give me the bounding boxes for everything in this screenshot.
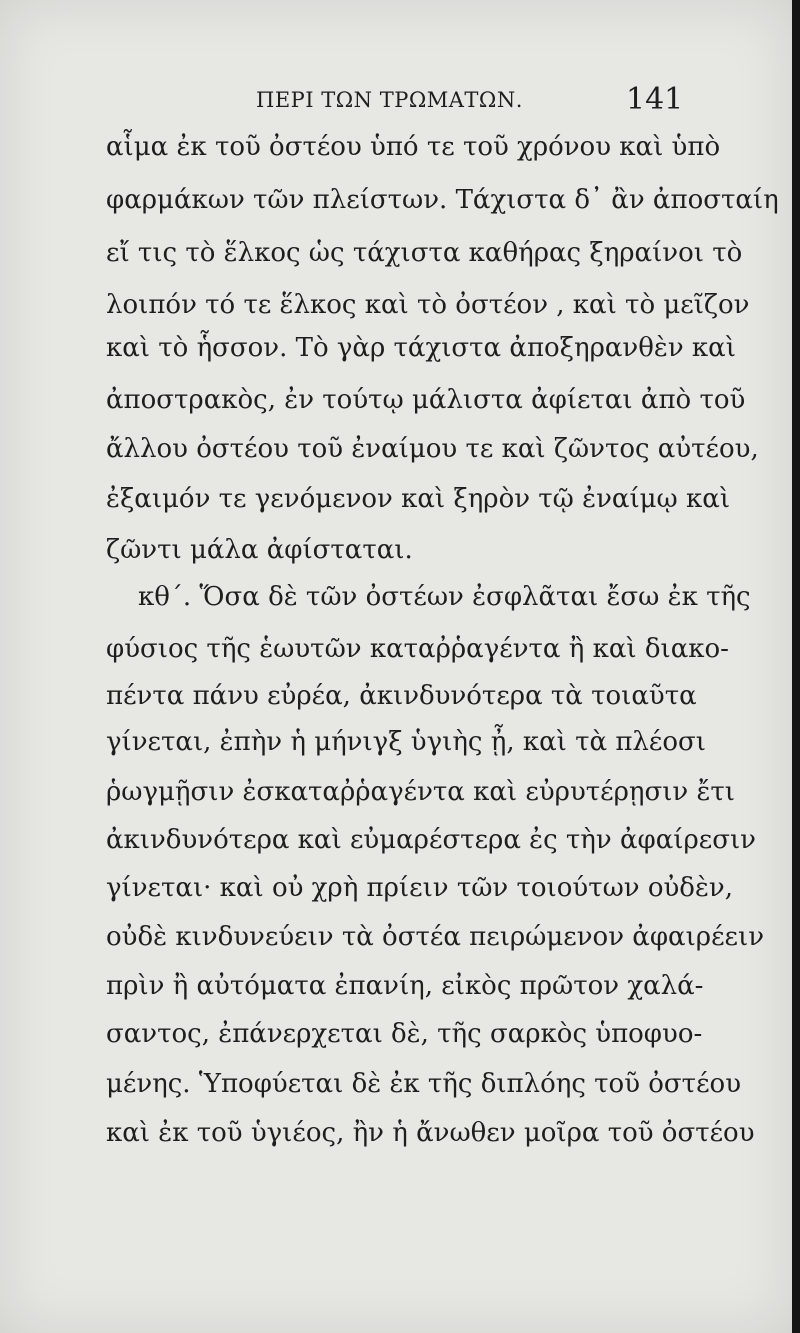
text-line: καὶ τὸ ἧσσον. Τὸ γὰρ τάχιστα ἀποξηρανθὲν καὶ <box>106 333 736 363</box>
section-start-line: κθ΄. Ὅσα δὲ τῶν ὀστέων ἐσφλᾶται ἔσω ἐκ τῆς <box>138 582 751 612</box>
text-line: πέντα πάνυ εὐρέα, ἀκινδυνότερα τὰ τοιαῦτα <box>106 681 697 711</box>
text-line: ἀποστρακὸς, ἐν τούτῳ μάλιστα ἀφίεται ἀπὸ τοῦ <box>106 385 746 415</box>
text-line: σαντος, ἐπάνερχεται δὲ, τῆς σαρκὸς ὑποφυο- <box>106 1019 703 1049</box>
running-title: ΠΕΡΙ ΤΩΝ ΤΡΩΜΑΤΩΝ. <box>256 88 523 112</box>
text-line: ῥωγμῇσιν ἐσκαταῤῥαγέντα καὶ εὐρυτέρῃσιν ἔτι <box>106 777 736 807</box>
scan-edge <box>792 0 800 1333</box>
text-line: γίνεται· καὶ οὐ χρὴ πρίειν τῶν τοιούτων οὐδὲν, <box>106 873 733 903</box>
text-line: καὶ ἐκ τοῦ ὑγιέος, ἢν ἡ ἄνωθεν μοῖρα τοῦ ὀστέου <box>106 1118 755 1148</box>
text-line: ἀκινδυνότερα καὶ εὐμαρέστερα ἐς τὴν ἀφαίρεσιν <box>106 825 756 855</box>
running-head <box>0 82 792 122</box>
text-line: λοιπόν τό τε ἕλκος καὶ τὸ ὀστέον , καὶ τὸ μεῖζον <box>106 290 750 320</box>
text-line: φύσιος τῆς ἑωυτῶν καταῤῥαγέντα ἢ καὶ διακο- <box>106 634 729 664</box>
text-line: γίνεται, ἐπὴν ἡ μήνιγξ ὑγιὴς ᾖ, καὶ τὰ πλέοσι <box>106 727 706 757</box>
text-line: αἷμα ἐκ τοῦ ὀστέου ὑπό τε τοῦ χρόνου καὶ ὑπὸ <box>106 132 721 162</box>
page-number: 141 <box>626 82 684 117</box>
text-line: μένης. Ὑποφύεται δὲ ἐκ τῆς διπλόης τοῦ ὀστέου <box>106 1069 741 1099</box>
text-line: ἐξαιμόν τε γενόμενον καὶ ξηρὸν τῷ ἐναίμῳ καὶ <box>106 484 731 514</box>
text-line: πρὶν ἢ αὐτόματα ἐπανίη, εἰκὸς πρῶτον χαλά- <box>106 971 704 1001</box>
text-line: εἴ τις τὸ ἕλκος ὡς τάχιστα καθήρας ξηραίνοι τὸ <box>106 238 743 268</box>
text-line: φαρμάκων τῶν πλείστων. Τάχιστα δ᾽ ἂν ἀποσταίη <box>106 185 779 215</box>
text-line: ζῶντι μάλα ἀφίσταται. <box>106 535 413 565</box>
text-line: ἄλλου ὀστέου τοῦ ἐναίμου τε καὶ ζῶντος αὐτέου, <box>106 434 759 464</box>
text-line: οὐδὲ κινδυνεύειν τὰ ὀστέα πειρώμενον ἀφαιρέειν <box>106 922 765 952</box>
